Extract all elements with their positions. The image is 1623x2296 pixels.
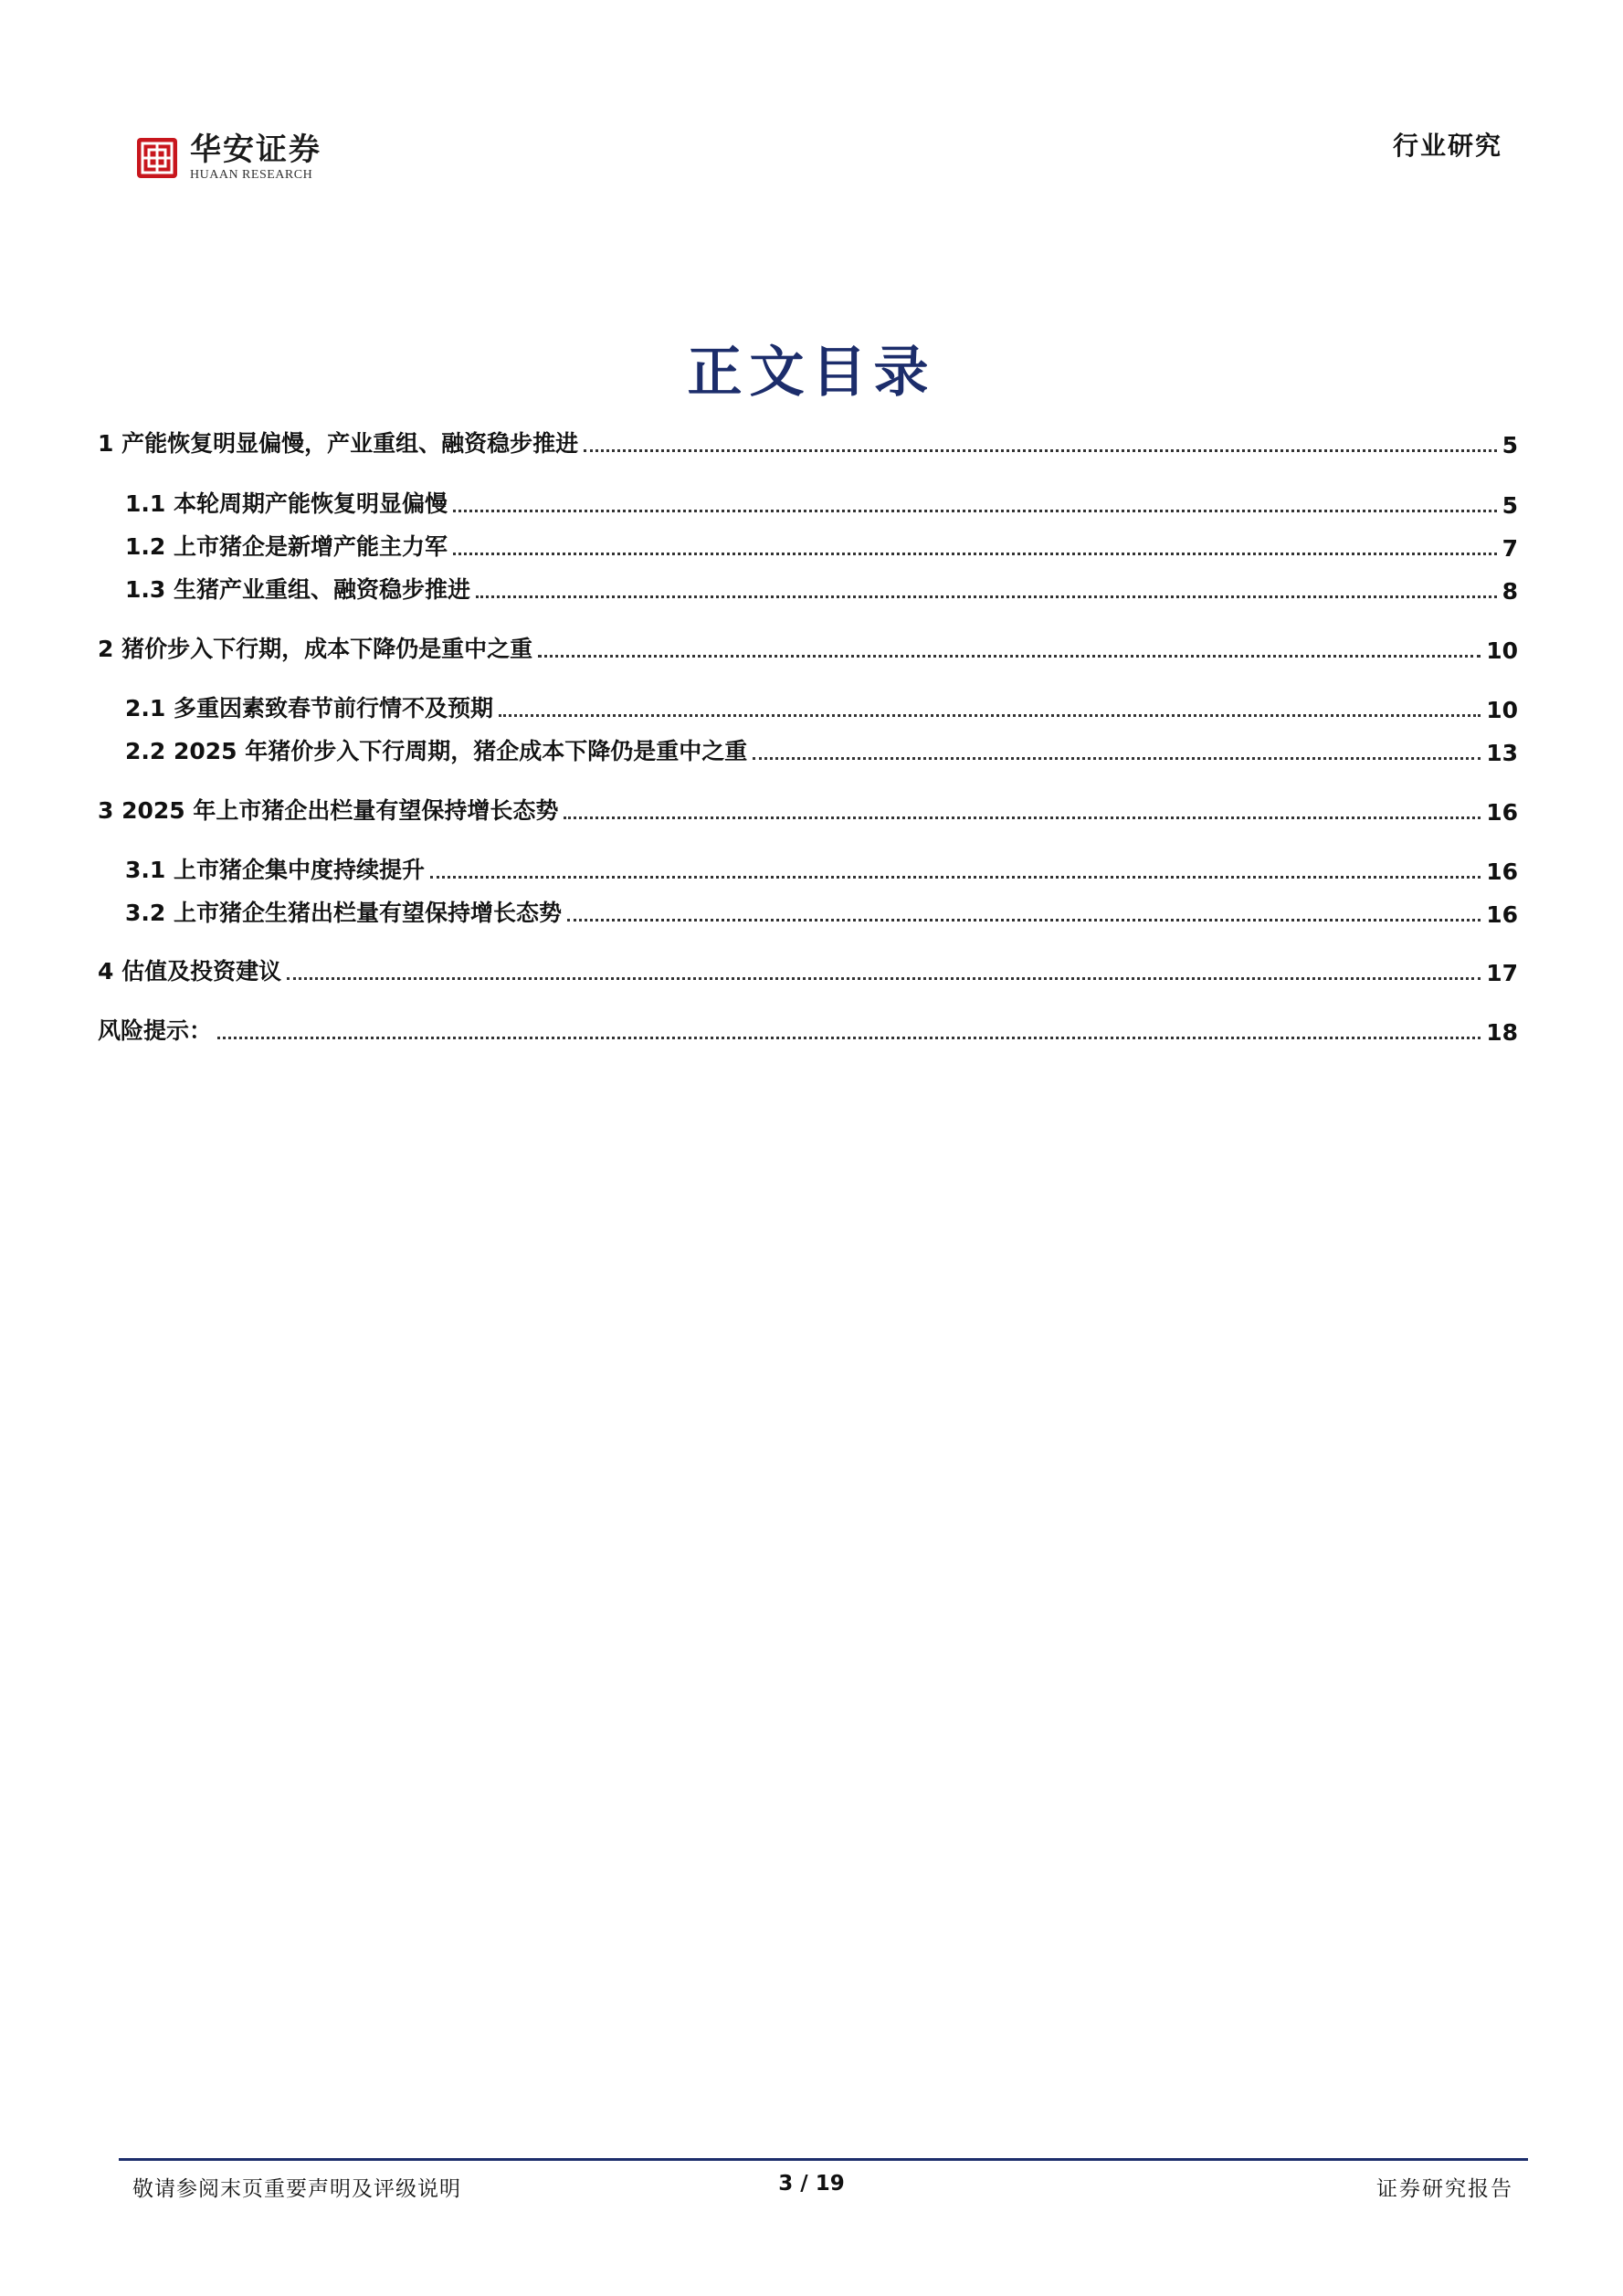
toc-entry[interactable] [125,575,1518,605]
logo-english-name: HUAAN RESEARCH [190,168,313,182]
seal-icon [137,138,177,178]
logo-chinese-name: 华安证券 [190,132,321,168]
toc-dot-leader [538,655,1481,658]
report-category: 行业研究 [1392,131,1502,161]
toc-entry-label: 1.3 生猪产业重组、融资稳步推进 [125,576,470,603]
toc-entry-page: 5 [1502,492,1518,519]
toc-entry-label: 风险提示： [98,1017,213,1044]
toc-entry-label: 2 猪价步入下行期，成本下降仍是重中之重 [98,636,533,662]
toc-entry[interactable] [125,490,1518,519]
toc-entry[interactable] [125,532,1518,562]
toc-entry-page: 16 [1486,901,1518,928]
toc-entry-page: 16 [1486,799,1518,826]
toc-dot-leader [564,816,1481,819]
toc-dot-leader [499,714,1481,717]
toc-entry[interactable] [125,694,1518,723]
toc-entry-page: 5 [1502,432,1518,458]
toc-entry-page: 18 [1486,1019,1518,1046]
toc-entry-label: 1.2 上市猪企是新增产能主力军 [125,533,448,560]
footer-report-type: 证券研究报告 [1376,2177,1513,2201]
toc-dot-leader [287,977,1481,980]
toc-entry-label: 1 产能恢复明显偏慢，产业重组、融资稳步推进 [98,430,579,457]
toc-entry-page: 17 [1486,960,1518,986]
toc-entry[interactable] [125,899,1518,928]
toc-entry-label: 4 估值及投资建议 [98,958,282,985]
toc-entry[interactable] [125,737,1518,766]
toc-dot-leader [584,449,1496,452]
toc-entry[interactable] [98,1016,1518,1046]
toc-dot-leader [217,1037,1481,1039]
toc-dot-leader [430,876,1481,879]
toc-dot-leader [476,595,1497,598]
toc-entry-label: 2.2 2025 年猪价步入下行周期，猪企成本下降仍是重中之重 [125,738,748,764]
toc-entry[interactable] [98,429,1518,458]
toc-entry[interactable] [98,796,1518,826]
toc-entry[interactable] [98,635,1518,664]
toc-dot-leader [567,919,1481,922]
page-number: 3 / 19 [778,2172,845,2196]
toc-dot-leader [453,553,1497,555]
footer-disclaimer: 敬请参阅末页重要声明及评级说明 [132,2177,461,2201]
footer-divider [119,2158,1528,2161]
toc-entry-page: 16 [1486,858,1518,885]
toc-entry-label: 2.1 多重因素致春节前行情不及预期 [125,695,493,721]
toc-entry-page: 8 [1502,578,1518,605]
toc-entry-page: 10 [1486,697,1518,723]
toc-entry-page: 13 [1486,740,1518,766]
company-logo [137,133,321,183]
toc-entry-label: 1.1 本轮周期产能恢复明显偏慢 [125,490,448,517]
toc-entry-label: 3 2025 年上市猪企出栏量有望保持增长态势 [98,797,559,824]
toc-entry-label: 3.1 上市猪企集中度持续提升 [125,857,425,883]
toc-entry-label: 3.2 上市猪企生猪出栏量有望保持增长态势 [125,900,562,926]
toc-entry-page: 10 [1486,637,1518,664]
toc-entry-page: 7 [1502,535,1518,562]
toc-dot-leader [453,510,1497,512]
toc-dot-leader [753,757,1481,760]
toc-entry[interactable] [98,957,1518,986]
page-title: 正文目录 [687,341,936,405]
toc-entry[interactable] [125,856,1518,885]
